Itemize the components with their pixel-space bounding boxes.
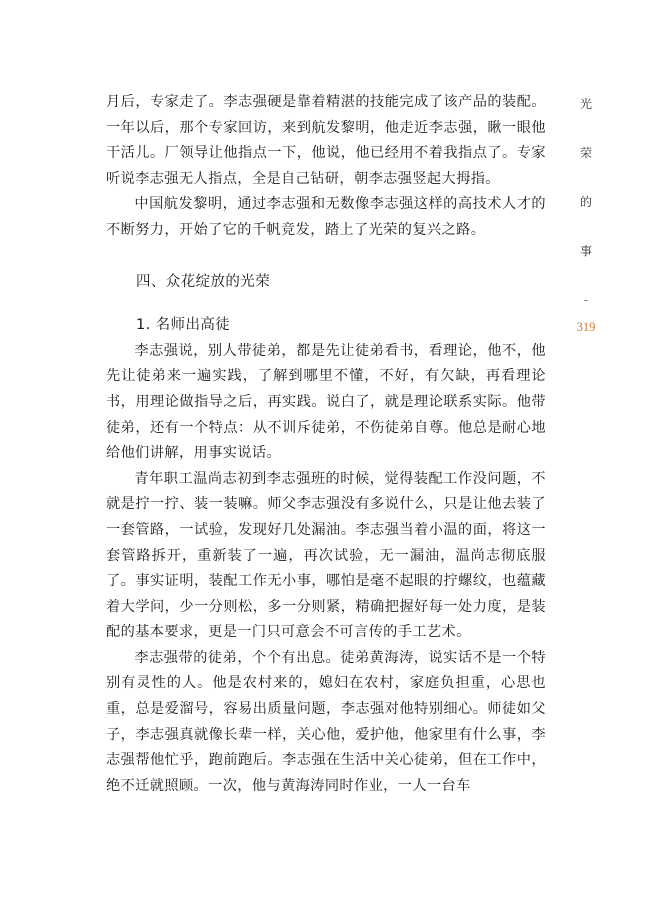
paragraph: 中国航发黎明，通过李志强和无数像李志强这样的高技术人才的不断努力，开始了它的千帆竞发，踏上了光荣的复兴之路。 xyxy=(106,196,546,238)
subsection-title: 1. 名师出高徒 xyxy=(136,317,231,334)
paragraph: 李志强带的徒弟，个个有出息。徒弟黄海涛，说实话不是一个特别有灵性的人。他是农村来的，媳妇在农村，家庭负担重，心思也重，总是爱溜号，容易出质量问题，李志强对他特别细心。师徒如父子，李志强真就像长辈一样，关心他，爱护他，他家里有什么事，李志强帮他忙乎，跑前跑后。李志强在生活中关心徒弟，但在工作中，绝不迁就照顾。一次，他与黄海涛同时作业，一人一台车 xyxy=(106,649,546,794)
paragraph: 月后，专家走了。李志强硬是靠着精湛的技能完成了该产品的装配。一年以后，那个专家回访，来到航发黎明，他走近李志强，瞅一眼他干活儿。厂领导让他指点一下，他说，他已经用不着我指点了。专家听说李志强无人指点，全是自己钻研，朝李志强竖起大拇指。 xyxy=(106,94,546,187)
running-header-char: 光 xyxy=(579,97,592,111)
section-title: 四、众花绽放的光荣 xyxy=(136,273,271,290)
running-header-char: 的 xyxy=(579,195,592,209)
running-header-char: 事 xyxy=(579,244,592,258)
paragraph: 李志强说，别人带徒弟，都是先让徒弟看书，看理论，他不，他先让徒弟来一遍实践，了解到哪里不懂，不好，有欠缺，再看理论书，用理论做指导之后，再实践。说白了，就是理论联系实际。他带徒弟，还有一个特点：从不训斥徒弟，不伤徒弟自尊。他总是耐心地给他们讲解，用事实说话。 xyxy=(106,342,546,462)
running-header-separator: - xyxy=(583,293,589,307)
paragraph: 青年职工温尚志初到李志强班的时候，觉得装配工作没问题，不就是拧一拧、装一装嘛。师父李志强没有多说什么，只是让他去装了一套管路，一试验，发现好几处漏油。李志强当着小温的面，将这一套管路拆开，重新装了一遍，再次试验，无一漏油，温尚志彻底服了。事实证明，装配工作无小事，哪怕是毫不起眼的拧螺纹，也蕴藏着大学问，少一分则松，多一分则紧，精确把握好每一处力度，是装配的基本要求，更是一门只可意会不可言传的手工艺术。 xyxy=(106,470,546,641)
running-header xyxy=(568,96,604,335)
body-text xyxy=(106,90,546,799)
running-header-char: 荣 xyxy=(579,146,592,160)
page-number: 319 xyxy=(576,320,596,334)
